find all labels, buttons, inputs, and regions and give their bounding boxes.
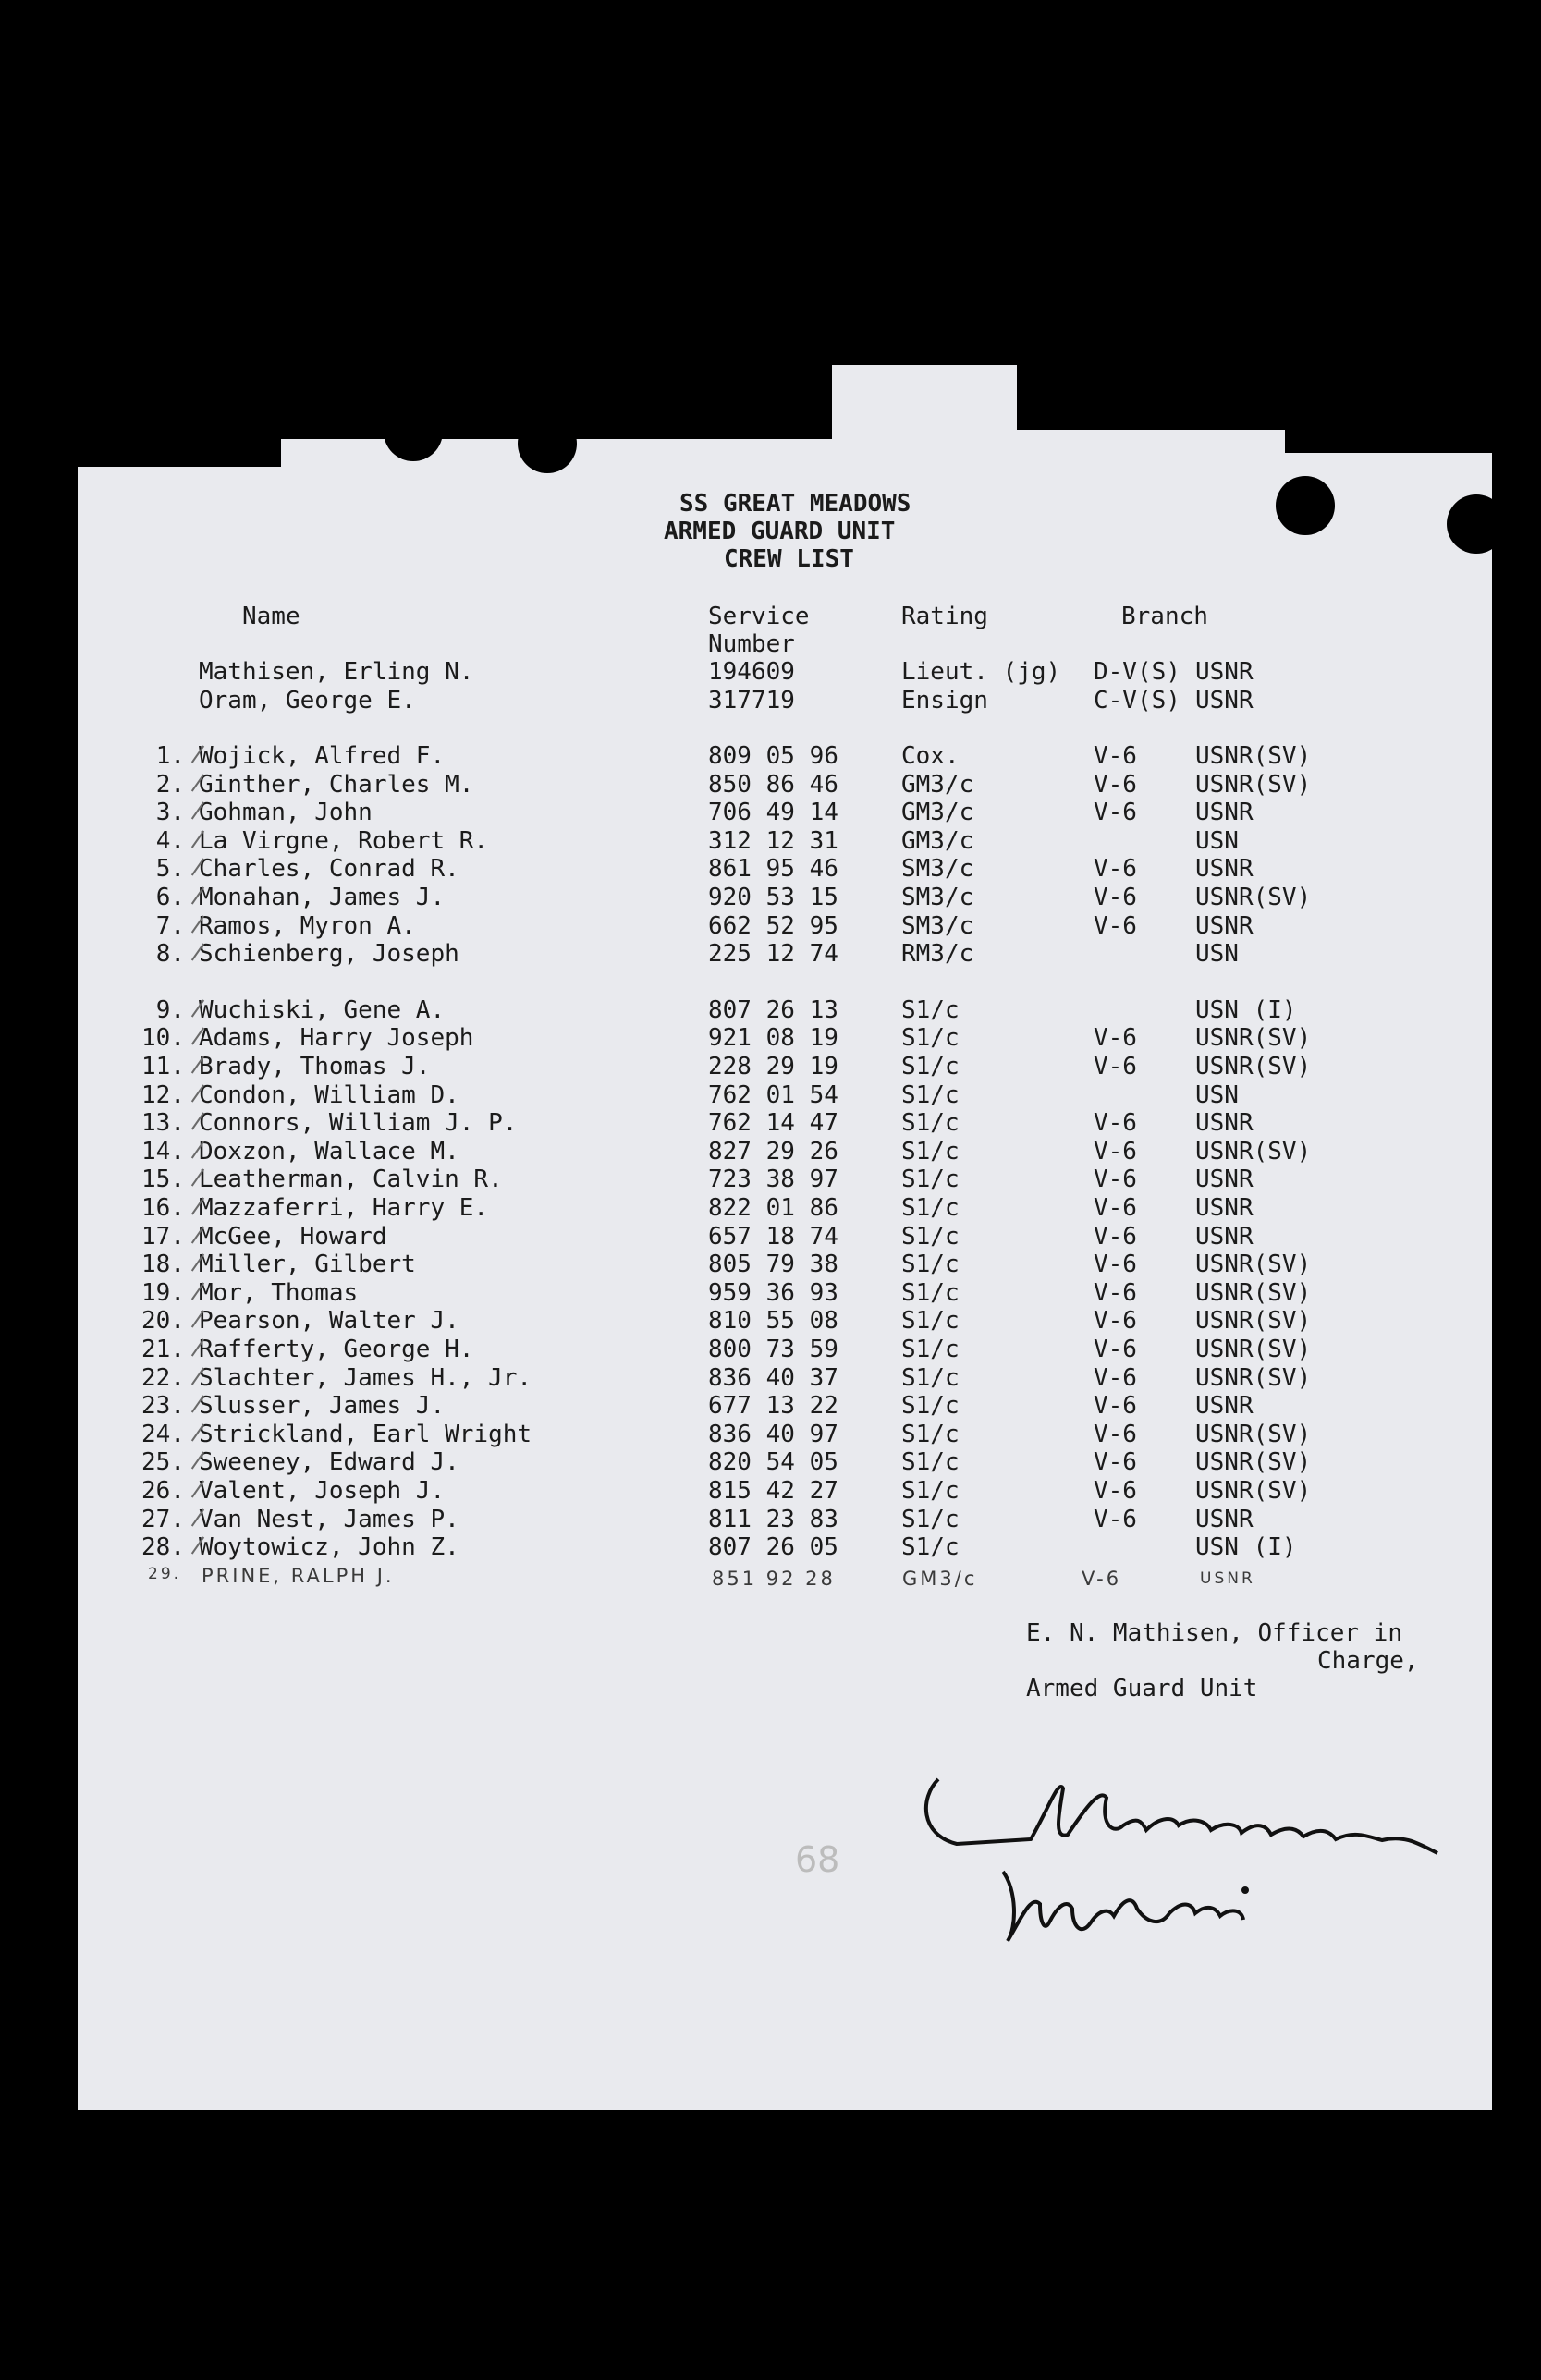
signature: [901, 1751, 1484, 1964]
crew-rating: S1/c: [901, 1194, 960, 1222]
crew-rating: S1/c: [901, 1307, 960, 1335]
table-row: [0, 855, 1541, 883]
crew-num: 12.: [141, 1081, 185, 1109]
crew-num: 11.: [141, 1053, 185, 1080]
table-row: [0, 1421, 1541, 1448]
crew-branch: USN: [1195, 827, 1239, 855]
table-row: [0, 1279, 1541, 1307]
crew-rating: SM3/c: [901, 912, 974, 940]
crew-rating: S1/c: [901, 1421, 960, 1448]
crew-service: 921 08 19: [708, 1024, 838, 1052]
crew-service: 762 14 47: [708, 1109, 838, 1137]
crew-branch: USNR: [1195, 912, 1254, 940]
crew-rating: S1/c: [901, 1138, 960, 1166]
crew-service: 861 95 46: [708, 855, 838, 883]
crew-rating: S1/c: [901, 1251, 960, 1278]
crew-name: Condon, William D.: [199, 1081, 459, 1109]
crew-service: 225 12 74: [708, 940, 838, 968]
crew-name: Pearson, Walter J.: [199, 1307, 459, 1335]
crew-name: Brady, Thomas J.: [199, 1053, 431, 1080]
crew-name: Miller, Gilbert: [199, 1251, 416, 1278]
crew-name: Strickland, Earl Wright: [199, 1421, 532, 1448]
crew-rating: Cox.: [901, 742, 960, 770]
table-row: [0, 1166, 1541, 1193]
crew-num: 18.: [141, 1251, 185, 1278]
crew-name: Wuchiski, Gene A.: [199, 996, 446, 1024]
crew-class: V-6: [1094, 1307, 1137, 1335]
crew-num: 24.: [141, 1421, 185, 1448]
officer-class: C-V(S): [1094, 687, 1180, 714]
crew-branch: USNR: [1195, 855, 1254, 883]
crew-num: 9.: [155, 996, 185, 1024]
crew-rating: S1/c: [901, 1109, 960, 1137]
crew-rating: S1/c: [901, 1392, 960, 1420]
table-row: [0, 1109, 1541, 1137]
crew-num: 14.: [141, 1138, 185, 1166]
crew-class: V-6: [1094, 1024, 1137, 1052]
officer-branch: USNR: [1195, 687, 1254, 714]
crew-name: Monahan, James J.: [199, 884, 446, 911]
table-row: [0, 1138, 1541, 1166]
table-row: [0, 1081, 1541, 1109]
crew-branch: USN: [1195, 940, 1239, 968]
officer-in-charge: E. N. Mathisen, Officer in: [1026, 1619, 1402, 1647]
crew-service: 810 55 08: [708, 1307, 838, 1335]
officer-row: [0, 658, 1541, 686]
crew-rating: S1/c: [901, 1024, 960, 1052]
torn-edge-left: [78, 365, 281, 467]
crew-name: McGee, Howard: [199, 1223, 387, 1251]
crew-service: 850 86 46: [708, 771, 838, 799]
punch-hole-4: [1447, 494, 1506, 554]
crew-num: 23.: [141, 1392, 185, 1420]
crew-rating: S1/c: [901, 1364, 960, 1392]
crew-branch: USNR(SV): [1195, 1364, 1312, 1392]
crew-class: V-6: [1094, 1421, 1137, 1448]
crew-rating: S1/c: [901, 1336, 960, 1363]
crew-branch: USNR(SV): [1195, 1024, 1312, 1052]
crew-branch: USNR: [1195, 1194, 1254, 1222]
crew-rating: GM3/c: [901, 827, 974, 855]
handwritten-branch: USNR: [1200, 1569, 1255, 1588]
crew-rating: S1/c: [901, 1477, 960, 1505]
crew-service: 822 01 86: [708, 1194, 838, 1222]
col-rating-header: Rating: [901, 603, 988, 630]
crew-name: Valent, Joseph J.: [199, 1477, 446, 1505]
table-row: [0, 1477, 1541, 1505]
list-title: CREW LIST: [724, 545, 854, 573]
crew-num: 16.: [141, 1194, 185, 1222]
crew-class: V-6: [1094, 1251, 1137, 1278]
crew-service: 805 79 38: [708, 1251, 838, 1278]
crew-num: 7.: [155, 912, 185, 940]
officer-row: [0, 687, 1541, 714]
crew-num: 5.: [155, 855, 185, 883]
crew-name: Mazzaferri, Harry E.: [199, 1194, 489, 1222]
crew-rating: RM3/c: [901, 940, 974, 968]
crew-name: Leatherman, Calvin R.: [199, 1166, 503, 1193]
crew-num: 26.: [141, 1477, 185, 1505]
crew-rating: S1/c: [901, 996, 960, 1024]
crew-branch: USNR(SV): [1195, 1421, 1312, 1448]
crew-service: 312 12 31: [708, 827, 838, 855]
table-row: [0, 1336, 1541, 1363]
crew-service: 811 23 83: [708, 1506, 838, 1533]
punch-hole-2: [518, 414, 577, 473]
officer-class: D-V(S): [1094, 658, 1180, 686]
table-row: [0, 1251, 1541, 1278]
crew-class: V-6: [1094, 1109, 1137, 1137]
crew-num: 13.: [141, 1109, 185, 1137]
officer-rating: Ensign: [901, 687, 988, 714]
crew-name: Ramos, Myron A.: [199, 912, 416, 940]
handwritten-name: PRINE, RALPH J.: [202, 1565, 395, 1587]
crew-name: Doxzon, Wallace M.: [199, 1138, 459, 1166]
crew-class: V-6: [1094, 771, 1137, 799]
crew-service: 657 18 74: [708, 1223, 838, 1251]
crew-branch: USNR(SV): [1195, 1053, 1312, 1080]
crew-class: V-6: [1094, 855, 1137, 883]
crew-rating: S1/c: [901, 1533, 960, 1561]
handwritten-class: V-6: [1082, 1568, 1122, 1590]
table-row: [0, 912, 1541, 940]
crew-service: 723 38 97: [708, 1166, 838, 1193]
crew-class: V-6: [1094, 1166, 1137, 1193]
crew-num: 2.: [155, 771, 185, 799]
table-row: [0, 1194, 1541, 1222]
col-service-header-2: Number: [708, 630, 795, 658]
crew-num: 20.: [141, 1307, 185, 1335]
table-row: [0, 1024, 1541, 1052]
crew-num: 3.: [155, 799, 185, 826]
crew-class: V-6: [1094, 1506, 1137, 1533]
crew-branch: USNR: [1195, 1166, 1254, 1193]
crew-class: V-6: [1094, 1138, 1137, 1166]
crew-rating: S1/c: [901, 1166, 960, 1193]
officer-rating: Lieut. (jg): [901, 658, 1061, 686]
crew-rating: S1/c: [901, 1506, 960, 1533]
charge-label: Charge,: [1317, 1647, 1419, 1675]
crew-branch: USNR: [1195, 1223, 1254, 1251]
crew-rating: SM3/c: [901, 855, 974, 883]
table-row: [0, 771, 1541, 799]
crew-class: V-6: [1094, 1336, 1137, 1363]
crew-name: La Virgne, Robert R.: [199, 827, 489, 855]
crew-class: V-6: [1094, 799, 1137, 826]
crew-class: V-6: [1094, 1477, 1137, 1505]
crew-class: V-6: [1094, 912, 1137, 940]
crew-name: Woytowicz, John Z.: [199, 1533, 459, 1561]
crew-name: Wojick, Alfred F.: [199, 742, 446, 770]
page-stamp: 68: [795, 1839, 840, 1880]
table-row: [0, 1223, 1541, 1251]
table-row: [0, 1364, 1541, 1392]
crew-name: Gohman, John: [199, 799, 373, 826]
crew-service: 809 05 96: [708, 742, 838, 770]
crew-name: Mor, Thomas: [199, 1279, 359, 1307]
crew-num: 25.: [141, 1448, 185, 1476]
torn-edge-right: [1017, 365, 1492, 430]
crew-class: V-6: [1094, 742, 1137, 770]
table-row: [0, 1053, 1541, 1080]
crew-branch: USNR(SV): [1195, 1138, 1312, 1166]
crew-num: 17.: [141, 1223, 185, 1251]
crew-name: Rafferty, George H.: [199, 1336, 474, 1363]
crew-service: 920 53 15: [708, 884, 838, 911]
crew-name: Slachter, James H., Jr.: [199, 1364, 532, 1392]
handwritten-rating: GM3/c: [902, 1568, 978, 1590]
crew-rating: S1/c: [901, 1223, 960, 1251]
crew-rating: S1/c: [901, 1279, 960, 1307]
unit-title: ARMED GUARD UNIT: [664, 518, 896, 545]
crew-branch: USNR(SV): [1195, 1279, 1312, 1307]
crew-branch: USNR(SV): [1195, 742, 1312, 770]
crew-class: V-6: [1094, 1223, 1137, 1251]
crew-num: 15.: [141, 1166, 185, 1193]
crew-class: V-6: [1094, 1392, 1137, 1420]
crew-rating: S1/c: [901, 1081, 960, 1109]
crew-service: 815 42 27: [708, 1477, 838, 1505]
crew-class: V-6: [1094, 1053, 1137, 1080]
crew-name: Charles, Conrad R.: [199, 855, 459, 883]
crew-service: 762 01 54: [708, 1081, 838, 1109]
table-row: [0, 884, 1541, 911]
crew-name: Ginther, Charles M.: [199, 771, 474, 799]
table-row: [0, 1307, 1541, 1335]
table-row: [0, 742, 1541, 770]
crew-service: 677 13 22: [708, 1392, 838, 1420]
crew-name: Slusser, James J.: [199, 1392, 446, 1420]
crew-class: V-6: [1094, 884, 1137, 911]
col-name-header: Name: [242, 603, 300, 630]
crew-name: Connors, William J. P.: [199, 1109, 518, 1137]
crew-num: 22.: [141, 1364, 185, 1392]
officer-name: Oram, George E.: [199, 687, 416, 714]
crew-class: V-6: [1094, 1279, 1137, 1307]
crew-branch: USNR(SV): [1195, 1307, 1312, 1335]
crew-branch: USN (I): [1195, 996, 1297, 1024]
crew-branch: USNR(SV): [1195, 771, 1312, 799]
table-row: [0, 940, 1541, 968]
crew-service: 662 52 95: [708, 912, 838, 940]
crew-service: 820 54 05: [708, 1448, 838, 1476]
crew-num: 1.: [155, 742, 185, 770]
crew-num: 21.: [141, 1336, 185, 1363]
col-branch-header: Branch: [1121, 603, 1208, 630]
crew-service: 836 40 97: [708, 1421, 838, 1448]
crew-rating: GM3/c: [901, 771, 974, 799]
crew-service: 836 40 37: [708, 1364, 838, 1392]
crew-rating: S1/c: [901, 1448, 960, 1476]
crew-service: 827 29 26: [708, 1138, 838, 1166]
table-row: [0, 1392, 1541, 1420]
crew-num: 19.: [141, 1279, 185, 1307]
crew-branch: USNR(SV): [1195, 1336, 1312, 1363]
crew-name: Schienberg, Joseph: [199, 940, 459, 968]
crew-branch: USNR: [1195, 1506, 1254, 1533]
crew-service: 228 29 19: [708, 1053, 838, 1080]
table-row: [0, 1533, 1541, 1561]
crew-service: 807 26 13: [708, 996, 838, 1024]
crew-num: 28.: [141, 1533, 185, 1561]
crew-branch: USNR: [1195, 1109, 1254, 1137]
crew-class: V-6: [1094, 1448, 1137, 1476]
crew-service: 807 26 05: [708, 1533, 838, 1561]
crew-branch: USNR: [1195, 799, 1254, 826]
punch-hole-1: [384, 402, 443, 461]
crew-class: V-6: [1094, 1364, 1137, 1392]
crew-num: 4.: [155, 827, 185, 855]
crew-num: 8.: [155, 940, 185, 968]
officer-branch: USNR: [1195, 658, 1254, 686]
crew-branch: USNR(SV): [1195, 1477, 1312, 1505]
handwritten-service: 851 92 28: [712, 1568, 836, 1590]
officer-service: 194609: [708, 658, 795, 686]
crew-rating: SM3/c: [901, 884, 974, 911]
crew-service: 959 36 93: [708, 1279, 838, 1307]
crew-branch: USN: [1195, 1081, 1239, 1109]
crew-service: 706 49 14: [708, 799, 838, 826]
table-row: [0, 799, 1541, 826]
crew-name: Sweeney, Edward J.: [199, 1448, 459, 1476]
crew-branch: USN (I): [1195, 1533, 1297, 1561]
crew-branch: USNR(SV): [1195, 1448, 1312, 1476]
crew-service: 800 73 59: [708, 1336, 838, 1363]
crew-branch: USNR: [1195, 1392, 1254, 1420]
crew-branch: USNR(SV): [1195, 1251, 1312, 1278]
table-row: [0, 827, 1541, 855]
table-row: [0, 996, 1541, 1024]
table-row: [0, 1506, 1541, 1533]
crew-num: 6.: [155, 884, 185, 911]
crew-branch: USNR(SV): [1195, 884, 1312, 911]
crew-num: 10.: [141, 1024, 185, 1052]
unit-label: Armed Guard Unit: [1026, 1675, 1258, 1703]
officer-name: Mathisen, Erling N.: [199, 658, 474, 686]
crew-class: V-6: [1094, 1194, 1137, 1222]
crew-name: Van Nest, James P.: [199, 1506, 459, 1533]
crew-rating: GM3/c: [901, 799, 974, 826]
punch-hole-3: [1276, 476, 1335, 535]
crew-rating: S1/c: [901, 1053, 960, 1080]
ship-title: SS GREAT MEADOWS: [679, 490, 911, 518]
col-service-header: Service: [708, 603, 810, 630]
crew-name: Adams, Harry Joseph: [199, 1024, 474, 1052]
handwritten-num: 29.: [148, 1565, 182, 1583]
torn-edge-notch: [1285, 425, 1498, 453]
officer-service: 317719: [708, 687, 795, 714]
crew-num: 27.: [141, 1506, 185, 1533]
table-row: [0, 1448, 1541, 1476]
